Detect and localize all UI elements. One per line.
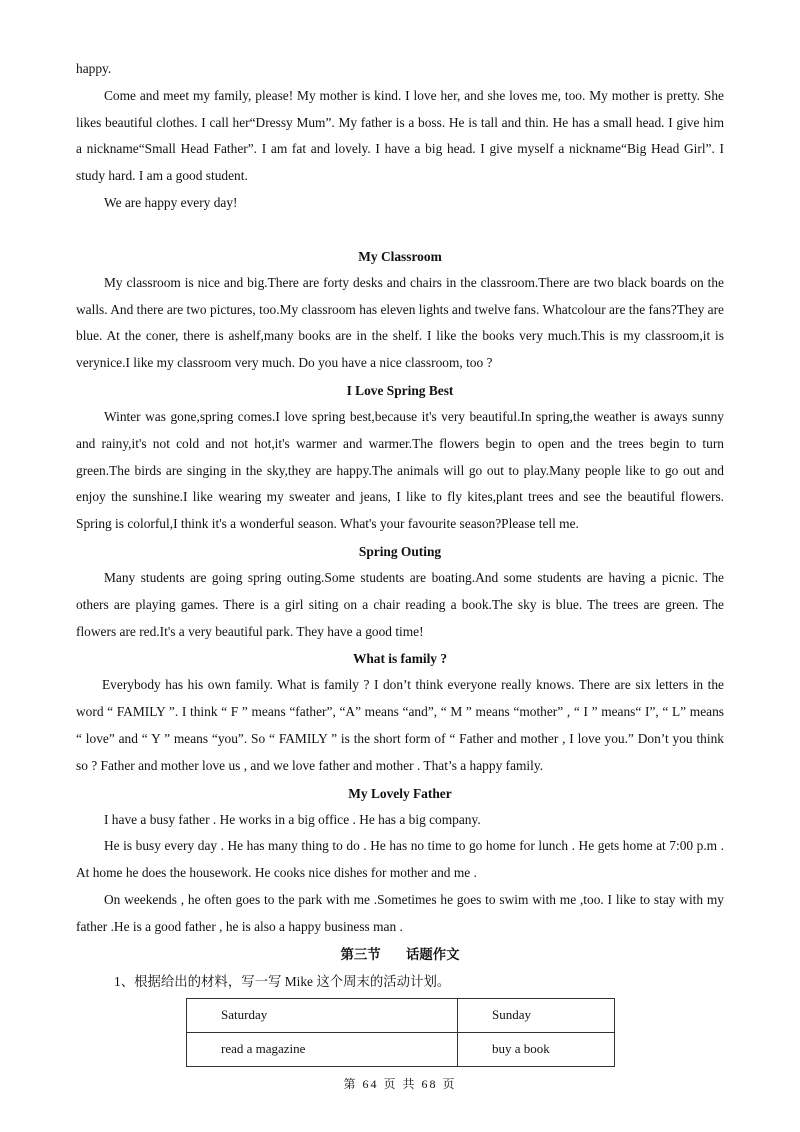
essay-paragraph: Many students are going spring outing.Some students are boating.And some students are having a picnic. The others are playing games. There is a girl siting on a chair reading a book.The sky is blue. The trees are green. The flowers are red.It's a very beautiful park. They have a good time!	[76, 569, 724, 639]
essay-title-classroom: My Classroom	[358, 248, 442, 264]
table-header-saturday: Saturday	[187, 998, 458, 1032]
task-prompt: 1、根据给出的材料，写一写 Mike 这个周末的活动计划。	[114, 973, 451, 989]
essay-title-outing: Spring Outing	[358, 543, 442, 559]
table-row	[187, 1032, 615, 1066]
essay-paragraph: I have a busy father . He works in a big office . He has a big company.	[104, 811, 481, 827]
essay-title-family: What is family ?	[352, 651, 448, 667]
table-header-sunday: Sunday	[458, 998, 615, 1032]
document-page	[76, 56, 724, 1067]
plan-table	[186, 998, 615, 1067]
page-footer: 第 64 页 共 68 页	[343, 1077, 457, 1091]
table-cell: read a magazine	[187, 1032, 458, 1066]
essay-paragraph: My classroom is nice and big.There are forty desks and chairs in the classroom.There are two black boards on the walls. And there are two pictures, too.My classroom has eleven lights and twelve fans. Whatcolour are the fans?They are blue. At the coner, there is ashelf,many books are in the shelf. I like the books very much.This is my classroom,it is verynice.I like my classroom very much. Do you have a nice classroom, too ?	[76, 274, 724, 371]
family-paragraph: Come and meet my family, please! My mother is kind. I love her, and she loves me, too. My mother is pretty. She likes beautiful clothes. I call her“Dressy Mum”. My father is a boss. He is tall and thin. He has a small head. I give him a nickname“Small Head Father”. I am fat and lovely. I have a big head. I give myself a nickname“Big Head Girl”. I study hard. I am a good student.	[76, 87, 724, 184]
essay-paragraph: Everybody has his own family. What is family ? I don’t think everyone really knows. There are six letters in the word “ FAMILY ”. I think “ F ” means “father”, “A” means “and”, “ M ” means “mother” , “ I ” means“ I”, “ L” means “ love” and “ Y ” means “you”. So “ FAMILY ” is the short form of “ Father and mother , I love you.” Don’t you think so ? Father and mother love us , and we love father and mother . That’s a happy family.	[76, 677, 724, 773]
table-header-row	[187, 998, 615, 1032]
essay-title-spring: I Love Spring Best	[346, 382, 454, 398]
essay-paragraph: On weekends , he often goes to the park with me .Sometimes he goes to swim with me ,too. I like to stay with my father .He is a good father , he is also a happy business man .	[76, 891, 724, 934]
essay-paragraph: He is busy every day . He has many thing to do . He has no time to go home for lunch . He gets home at 7:00 p.m . At home he does the housework. He cooks nice dishes for mother and me .	[76, 838, 724, 881]
essay-paragraph: Winter was gone,spring comes.I love spring best,because it's very beautiful.In spring,the weather is aways sunny and rainy,it's not cold and not hot,it's warmer and warmer.The flowers begin to open and the trees begin to turn green.The birds are singing in the sky,they are happy.The animals will go out to play.Many people like to go out and enjoy the sunshine.I like wearing my sweater and jeans, I like to fly kites,plant trees and see the beautiful flowers. Spring is colorful,I think it's a wonderful season. What's your favourite season?Please tell me.	[76, 408, 724, 532]
family-closing: We are happy every day!	[104, 194, 238, 210]
top-fragment: happy.	[76, 61, 112, 76]
essay-title-father: My Lovely Father	[348, 785, 452, 801]
section-heading: 第三节 话题作文	[340, 946, 460, 962]
table-cell: buy a book	[458, 1032, 615, 1066]
